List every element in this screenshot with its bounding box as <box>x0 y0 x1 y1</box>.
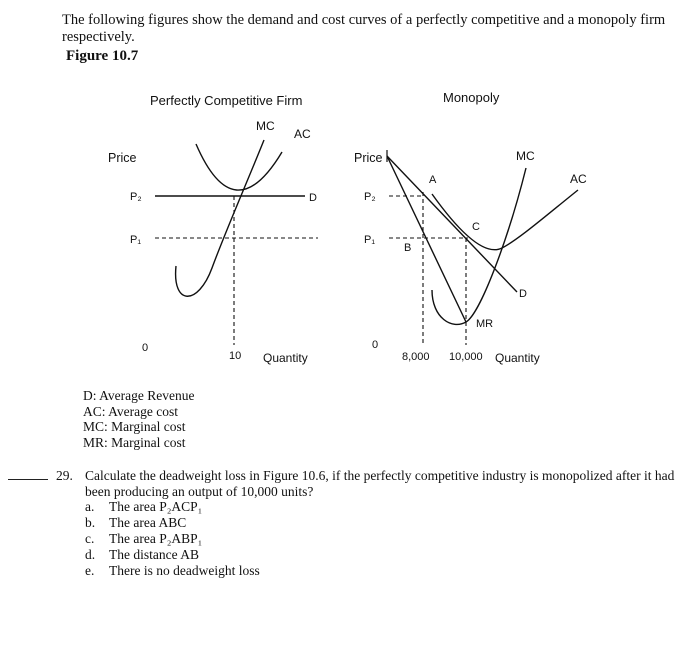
figure-label: Figure 10.7 <box>66 48 139 64</box>
right-p1-label: P₁ <box>364 234 376 246</box>
right-mc-curve <box>432 168 526 324</box>
left-mc-curve <box>176 140 264 296</box>
right-y-label: Price <box>354 151 383 165</box>
legend-item: MC: Marginal cost <box>83 419 186 434</box>
right-mc-label: MC <box>516 149 535 163</box>
right-origin-label: 0 <box>372 339 379 351</box>
option-letter: a. <box>85 499 95 514</box>
left-x-label: Quantity <box>263 351 308 365</box>
left-title: Perfectly Competitive Firm <box>150 93 303 108</box>
option-e <box>85 563 260 579</box>
option-letter: c. <box>85 531 95 546</box>
option-letter: d. <box>85 547 96 562</box>
legend-item: D: Average Revenue <box>83 388 195 403</box>
left-y-label: Price <box>108 151 137 165</box>
option-b <box>85 515 186 531</box>
legend <box>83 388 194 450</box>
left-p2-label: P₂ <box>130 191 142 203</box>
right-title: Monopoly <box>443 90 500 105</box>
option-text: The distance AB <box>109 547 199 562</box>
option-d <box>85 547 199 563</box>
left-ac-label: AC <box>294 127 311 141</box>
option-text: There is no deadweight loss <box>109 563 260 578</box>
option-letter: e. <box>85 563 95 578</box>
left-d-label: D <box>309 192 317 204</box>
option-c <box>85 531 202 547</box>
option-text: The area P₂ABP₁ <box>109 531 203 546</box>
right-d-label: D <box>519 288 527 300</box>
option-text: The area P₂ACP₁ <box>109 499 203 514</box>
left-ac-curve <box>196 144 282 190</box>
right-ac-label: AC <box>570 172 587 186</box>
left-p1-label: P₁ <box>130 234 142 246</box>
right-point-a: A <box>429 174 437 186</box>
right-x-tick-8000: 8,000 <box>402 351 430 363</box>
left-origin-label: 0 <box>142 342 149 354</box>
right-demand-line <box>387 156 517 292</box>
question-number: 29. <box>56 468 73 483</box>
right-x-label: Quantity <box>495 351 540 365</box>
right-point-c: C <box>472 221 480 233</box>
option-a <box>85 499 202 515</box>
right-p2-label: P₂ <box>364 191 376 203</box>
left-x-tick-10: 10 <box>229 350 242 362</box>
legend-item: MR: Marginal cost <box>83 434 186 450</box>
right-mr-label: MR <box>476 318 494 330</box>
left-mc-label: MC <box>256 119 275 133</box>
right-mr-line <box>387 156 466 322</box>
option-text: The area ABC <box>109 515 187 530</box>
option-letter: b. <box>85 515 96 530</box>
question-text: Calculate the deadweight loss in Figure 10.6, if the perfectly competitive industry is monopolized after it had been producing an output of 10,000 units? <box>85 468 675 499</box>
right-point-b: B <box>404 242 412 254</box>
intro-text: The following figures show the demand and cost curves of a perfectly competitive and a monopoly firm respectively. <box>62 12 666 45</box>
legend-item: AC: Average cost <box>83 403 178 419</box>
right-x-tick-10000: 10,000 <box>449 351 483 363</box>
answer-blank-line <box>8 479 48 480</box>
